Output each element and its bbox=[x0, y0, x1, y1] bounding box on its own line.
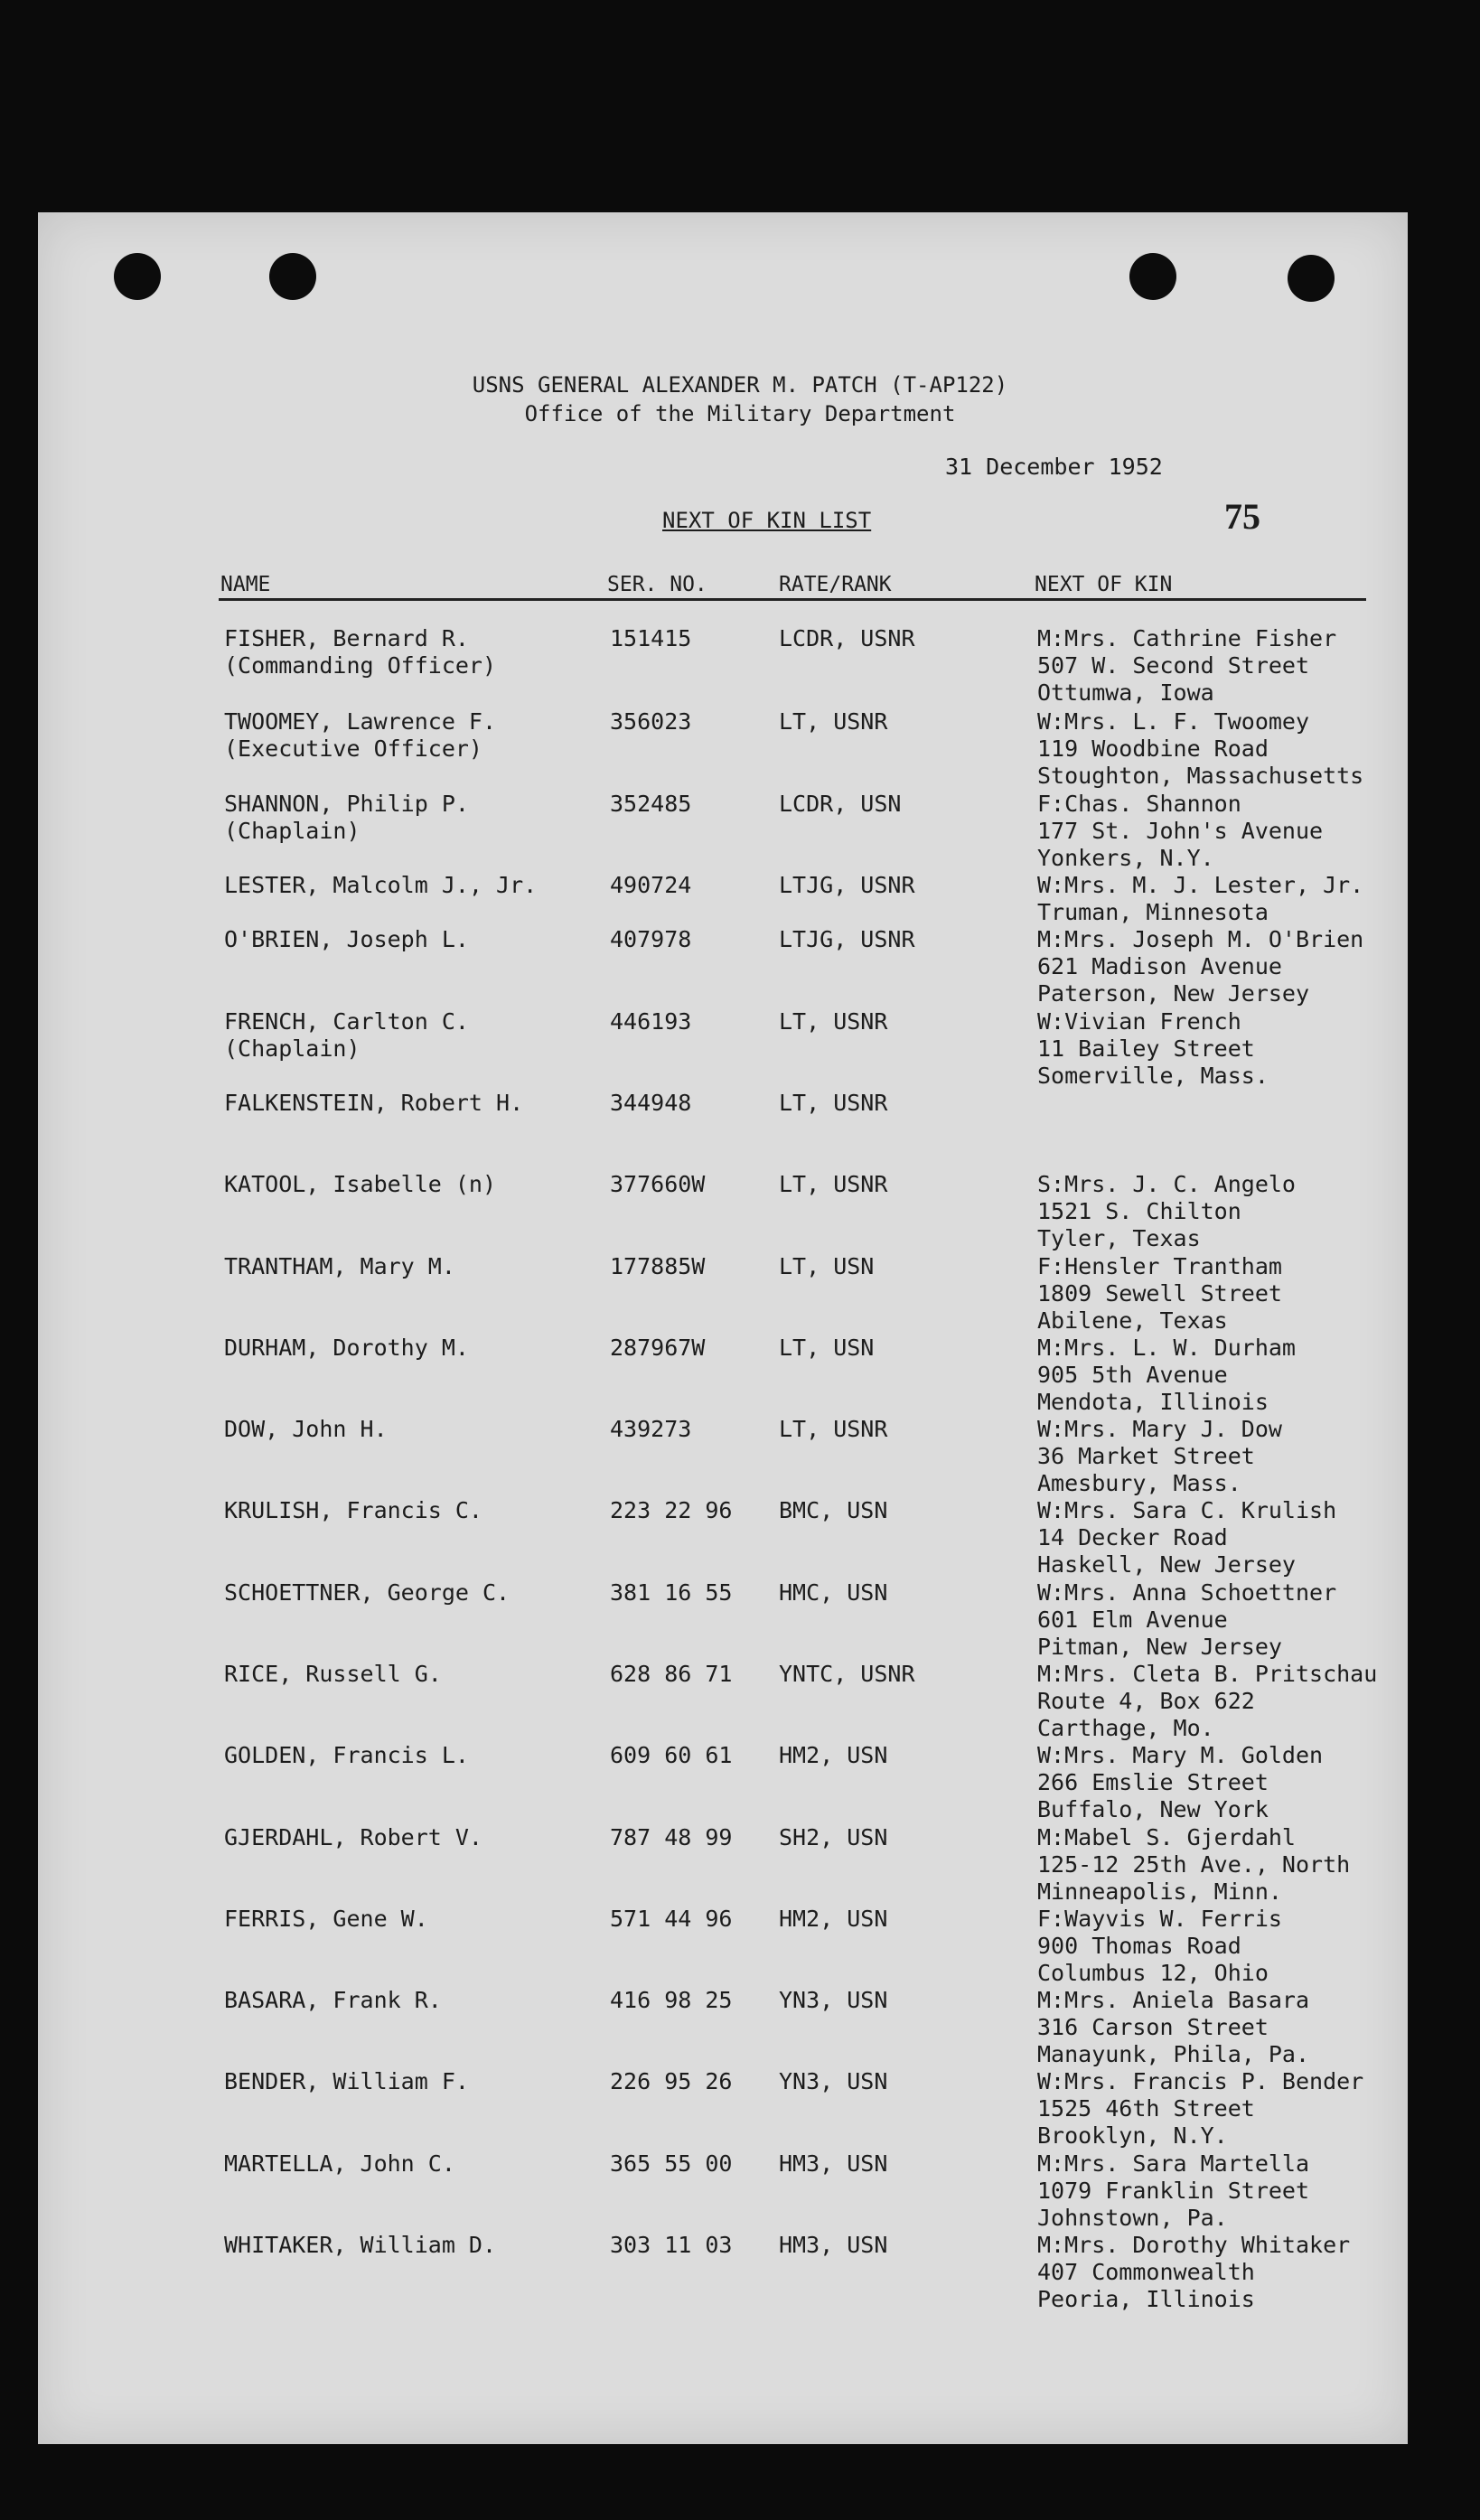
kin-address-line: 119 Woodbine Road bbox=[1037, 735, 1269, 762]
rate-rank: LCDR, USNR bbox=[779, 625, 915, 651]
person-title: (Commanding Officer) bbox=[224, 652, 497, 679]
serial-number: 787 48 99 bbox=[610, 1824, 733, 1850]
punch-hole bbox=[1129, 253, 1176, 300]
kin-city-line: Carthage, Mo. bbox=[1037, 1715, 1214, 1741]
kin-relation-name: F:Wayvis W. Ferris bbox=[1037, 1906, 1282, 1932]
kin-city-line: Mendota, Illinois bbox=[1037, 1389, 1269, 1415]
kin-relation-name: W:Mrs. Sara C. Krulish bbox=[1037, 1497, 1337, 1523]
person-name: TRANTHAM, Mary M. bbox=[224, 1253, 455, 1279]
serial-number: 352485 bbox=[610, 791, 692, 817]
kin-address-line: 621 Madison Avenue bbox=[1037, 953, 1282, 979]
rate-rank: LCDR, USN bbox=[779, 791, 902, 817]
rate-rank: HMC, USN bbox=[779, 1579, 888, 1606]
punch-hole bbox=[114, 253, 161, 300]
ship-heading: USNS GENERAL ALEXANDER M. PATCH (T-AP122) bbox=[472, 372, 1008, 398]
rate-rank: BMC, USN bbox=[779, 1497, 888, 1523]
kin-address-line: 601 Elm Avenue bbox=[1037, 1607, 1228, 1633]
column-header-next-of-kin: NEXT OF KIN bbox=[1035, 573, 1173, 596]
kin-address-line: 36 Market Street bbox=[1037, 1443, 1255, 1469]
kin-city-line: Peoria, Illinois bbox=[1037, 2286, 1255, 2312]
serial-number: 571 44 96 bbox=[610, 1906, 733, 1932]
person-name: FALKENSTEIN, Robert H. bbox=[224, 1090, 524, 1116]
person-name: FRENCH, Carlton C. bbox=[224, 1008, 469, 1035]
kin-address-line: 905 5th Avenue bbox=[1037, 1362, 1228, 1388]
serial-number: 223 22 96 bbox=[610, 1497, 733, 1523]
rate-rank: HM2, USN bbox=[779, 1742, 888, 1768]
rate-rank: HM2, USN bbox=[779, 1906, 888, 1932]
kin-city-line: Manayunk, Phila, Pa. bbox=[1037, 2041, 1310, 2067]
kin-city-line: Brooklyn, N.Y. bbox=[1037, 2122, 1228, 2149]
rate-rank: LTJG, USNR bbox=[779, 926, 915, 952]
serial-number: 303 11 03 bbox=[610, 2232, 733, 2258]
rate-rank: YN3, USN bbox=[779, 2068, 888, 2094]
rate-rank: LT, USN bbox=[779, 1253, 875, 1279]
kin-relation-name: W:Mrs. Mary J. Dow bbox=[1037, 1416, 1282, 1442]
person-name: TWOOMEY, Lawrence F. bbox=[224, 708, 497, 735]
person-name: BASARA, Frank R. bbox=[224, 1987, 442, 2013]
serial-number: 356023 bbox=[610, 708, 692, 735]
kin-address-line: Route 4, Box 622 bbox=[1037, 1688, 1255, 1714]
serial-number: 439273 bbox=[610, 1416, 692, 1442]
kin-relation-name: W:Mrs. L. F. Twoomey bbox=[1037, 708, 1310, 735]
kin-relation-name: M:Mrs. Joseph M. O'Brien bbox=[1037, 926, 1364, 952]
document-date: 31 December 1952 bbox=[945, 454, 1163, 480]
person-title: (Chaplain) bbox=[224, 1035, 361, 1062]
kin-city-line: Ottumwa, Iowa bbox=[1037, 679, 1214, 706]
kin-relation-name: M:Mrs. Sara Martella bbox=[1037, 2150, 1310, 2177]
column-header-name: NAME bbox=[220, 573, 271, 596]
kin-address-line: 1521 S. Chilton bbox=[1037, 1198, 1241, 1224]
kin-relation-name: M:Mrs. Aniela Basara bbox=[1037, 1987, 1310, 2013]
rate-rank: LT, USNR bbox=[779, 1171, 888, 1197]
person-name: DOW, John H. bbox=[224, 1416, 388, 1442]
kin-relation-name: W:Mrs. M. J. Lester, Jr. bbox=[1037, 872, 1364, 898]
kin-city-line: Johnstown, Pa. bbox=[1037, 2205, 1228, 2231]
column-header-rate-rank: RATE/RANK bbox=[779, 573, 892, 596]
kin-address-line: 1079 Franklin Street bbox=[1037, 2178, 1310, 2204]
person-name: SHANNON, Philip P. bbox=[224, 791, 469, 817]
kin-relation-name: M:Mabel S. Gjerdahl bbox=[1037, 1824, 1296, 1850]
kin-address-line: Truman, Minnesota bbox=[1037, 899, 1269, 925]
kin-relation-name: F:Hensler Trantham bbox=[1037, 1253, 1282, 1279]
kin-address-line: 14 Decker Road bbox=[1037, 1524, 1228, 1550]
serial-number: 287967W bbox=[610, 1335, 706, 1361]
rate-rank: HM3, USN bbox=[779, 2150, 888, 2177]
column-header-ser-no: SER. NO. bbox=[607, 573, 707, 596]
kin-city-line: Buffalo, New York bbox=[1037, 1796, 1269, 1822]
punch-hole bbox=[1288, 255, 1335, 302]
header-rule bbox=[219, 598, 1366, 601]
kin-city-line: Amesbury, Mass. bbox=[1037, 1470, 1241, 1496]
rate-rank: LT, USNR bbox=[779, 708, 888, 735]
kin-city-line: Stoughton, Massachusetts bbox=[1037, 763, 1364, 789]
rate-rank: YNTC, USNR bbox=[779, 1661, 915, 1687]
page-number: 75 bbox=[1224, 496, 1260, 537]
kin-address-line: 407 Commonwealth bbox=[1037, 2259, 1255, 2285]
kin-city-line: Abilene, Texas bbox=[1037, 1307, 1228, 1334]
person-name: KRULISH, Francis C. bbox=[224, 1497, 482, 1523]
person-name: KATOOL, Isabelle (n) bbox=[224, 1171, 497, 1197]
office-heading: Office of the Military Department bbox=[524, 401, 956, 426]
serial-number: 381 16 55 bbox=[610, 1579, 733, 1606]
rate-rank: LT, USN bbox=[779, 1335, 875, 1361]
person-name: O'BRIEN, Joseph L. bbox=[224, 926, 469, 952]
person-title: (Chaplain) bbox=[224, 818, 361, 844]
kin-city-line: Minneapolis, Minn. bbox=[1037, 1878, 1282, 1905]
kin-relation-name: M:Mrs. Cleta B. Pritschau bbox=[1037, 1661, 1378, 1687]
kin-address-line: 177 St. John's Avenue bbox=[1037, 818, 1324, 844]
kin-address-line: 125-12 25th Ave., North bbox=[1037, 1851, 1351, 1878]
kin-city-line: Somerville, Mass. bbox=[1037, 1063, 1269, 1089]
rate-rank: LT, USNR bbox=[779, 1008, 888, 1035]
person-name: RICE, Russell G. bbox=[224, 1661, 442, 1687]
person-name: LESTER, Malcolm J., Jr. bbox=[224, 872, 538, 898]
rate-rank: SH2, USN bbox=[779, 1824, 888, 1850]
kin-relation-name: M:Mrs. Cathrine Fisher bbox=[1037, 625, 1337, 651]
kin-relation-name: W:Mrs. Anna Schoettner bbox=[1037, 1579, 1337, 1606]
person-name: FISHER, Bernard R. bbox=[224, 625, 469, 651]
rate-rank: LT, USNR bbox=[779, 1090, 888, 1116]
kin-relation-name: F:Chas. Shannon bbox=[1037, 791, 1241, 817]
kin-relation-name: M:Mrs. Dorothy Whitaker bbox=[1037, 2232, 1351, 2258]
serial-number: 407978 bbox=[610, 926, 692, 952]
kin-relation-name: M:Mrs. L. W. Durham bbox=[1037, 1335, 1296, 1361]
serial-number: 490724 bbox=[610, 872, 692, 898]
person-name: DURHAM, Dorothy M. bbox=[224, 1335, 469, 1361]
person-name: GJERDAHL, Robert V. bbox=[224, 1824, 482, 1850]
kin-city-line: Tyler, Texas bbox=[1037, 1225, 1201, 1251]
person-name: MARTELLA, John C. bbox=[224, 2150, 455, 2177]
person-title: (Executive Officer) bbox=[224, 735, 482, 762]
person-name: GOLDEN, Francis L. bbox=[224, 1742, 469, 1768]
serial-number: 609 60 61 bbox=[610, 1742, 733, 1768]
kin-relation-name: S:Mrs. J. C. Angelo bbox=[1037, 1171, 1296, 1197]
rate-rank: HM3, USN bbox=[779, 2232, 888, 2258]
rate-rank: LTJG, USNR bbox=[779, 872, 915, 898]
kin-address-line: 900 Thomas Road bbox=[1037, 1933, 1241, 1959]
serial-number: 377660W bbox=[610, 1171, 706, 1197]
rate-rank: YN3, USN bbox=[779, 1987, 888, 2013]
kin-address-line: 11 Bailey Street bbox=[1037, 1035, 1255, 1062]
kin-city-line: Yonkers, N.Y. bbox=[1037, 845, 1214, 871]
kin-address-line: 507 W. Second Street bbox=[1037, 652, 1310, 679]
serial-number: 151415 bbox=[610, 625, 692, 651]
kin-relation-name: W:Vivian French bbox=[1037, 1008, 1241, 1035]
kin-city-line: Haskell, New Jersey bbox=[1037, 1551, 1296, 1578]
person-name: WHITAKER, William D. bbox=[224, 2232, 497, 2258]
serial-number: 177885W bbox=[610, 1253, 706, 1279]
rate-rank: LT, USNR bbox=[779, 1416, 888, 1442]
person-name: FERRIS, Gene W. bbox=[224, 1906, 428, 1932]
kin-address-line: 266 Emslie Street bbox=[1037, 1769, 1269, 1795]
person-name: BENDER, William F. bbox=[224, 2068, 469, 2094]
kin-address-line: 1809 Sewell Street bbox=[1037, 1280, 1282, 1307]
kin-city-line: Paterson, New Jersey bbox=[1037, 980, 1310, 1007]
kin-relation-name: W:Mrs. Mary M. Golden bbox=[1037, 1742, 1324, 1768]
kin-address-line: 316 Carson Street bbox=[1037, 2014, 1269, 2040]
kin-city-line: Pitman, New Jersey bbox=[1037, 1634, 1282, 1660]
person-name: SCHOETTNER, George C. bbox=[224, 1579, 511, 1606]
serial-number: 365 55 00 bbox=[610, 2150, 733, 2177]
serial-number: 416 98 25 bbox=[610, 1987, 733, 2013]
serial-number: 446193 bbox=[610, 1008, 692, 1035]
list-title: NEXT OF KIN LIST bbox=[662, 508, 872, 533]
kin-relation-name: W:Mrs. Francis P. Bender bbox=[1037, 2068, 1364, 2094]
kin-address-line: 1525 46th Street bbox=[1037, 2095, 1255, 2122]
serial-number: 628 86 71 bbox=[610, 1661, 733, 1687]
serial-number: 344948 bbox=[610, 1090, 692, 1116]
serial-number: 226 95 26 bbox=[610, 2068, 733, 2094]
kin-city-line: Columbus 12, Ohio bbox=[1037, 1960, 1269, 1986]
punch-hole bbox=[269, 253, 316, 300]
